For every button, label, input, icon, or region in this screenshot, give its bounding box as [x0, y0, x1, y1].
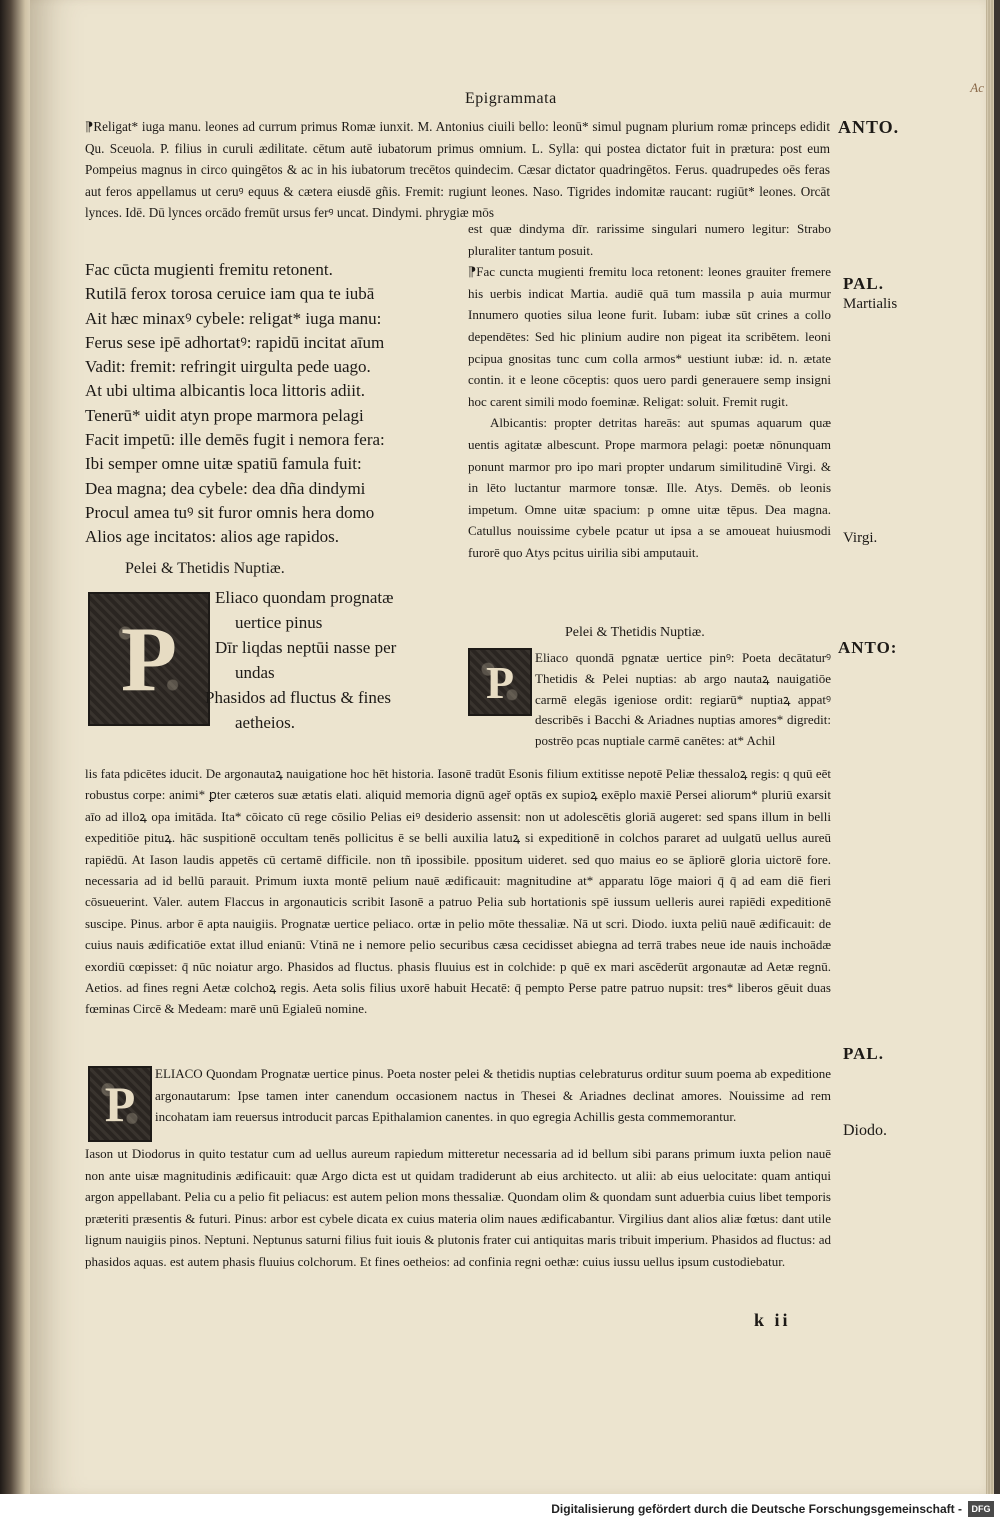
margin-note: Martialis [843, 296, 898, 312]
second-commentary-text: Iason ut Diodorus in quito testatur cum ad uellus aureum rapiedum mitteretur necessaria ad id bellum sibi parans primum iuxta pelion nauē non ante uisæ magnitudinis ædificauit: quæ Argo dicta est ut quidam tradiderunt ab eius architecto. ut alii: ab eius uelocitate: quam antiqui argon appellabant. Pelia cu a pelio fit peliacus: est autem pelion mons thessaliæ. Quondam olim & quondam sunt aduerbia cuius libet temporis præteriti præsentis & futuri. Pinus: arbor est cybele dicata ex cuius materia olim naues ædificabantur. Virgilius dant alios aliæ fœtus: dant utile lignum nauigiis pinos. Neptuni. Neptunus saturni filius fuit iouis & plutonis frater cui antiquitas maris tribuit imperium. Phasidos ad fluctus: ad phasidos aquas. est autem phasis fluuius colchorum. Et fines oetheios: ad confinia regni oethæ: cuius iussu uellus ipsum custodiebatur. [85, 1146, 831, 1269]
verse-block [85, 258, 460, 550]
verse-line: Tenerū* uidit atyn prope marmora pelagi [85, 405, 364, 425]
verse-line: Rutilā ferox torosa ceruice iam qua te iubā [85, 284, 375, 304]
commentary-body: lis fata pdicētes iducit. De argonautaꝝ nauigatione hoc hēt historia. Iasonē tradūt Esonis filium extitisse nepotē Peliæ thessaloꝝ regis: q quū eēt robustus corpe: animi* ꝑter cæteros suæ ætatis elati. aliquid memoria dignū ageř optās ex supioꝝ exēplo maxiē Persei aliorum* pluriū exarsit aīo ad illoꝝ opa imitāda. Ita* cōicato cū rege cōsilio Pelias eiꝰ desiderio assensit: non ut adolescētis gloriā augeret: sed spans illum in belli expeditiōe pituꝝ. hāc suspitionē occultam tenēs pollicitus ē se belli auxilia latuꝝ si expeditionē in colchos pararet ad uulgatū uellus aureū rapiēdū. At Iason laudis appetēs cū certamē difficile. non tñ ipossibile. ppositum uideret. sed quo maius eo se āpliorē gloria uictorē fore. necessaria ad id bellū parauit. Primum iuxta montē pelium nauē ædificauit: magnitudine at* apparatu lōge maiori q̄ q̄ ad eam diē fieri cōsueuerint. Valer. autem Flaccus in argonauticis scribit Iasonē a patruo Pelia sub hortationis spē iussum uelleris aurei rapiēdi expeditionē suscipe. Pinus. arbor ē apta nauigiis. Prognatæ uertice peliaco. ortæ in pelio mōte thessaliæ. Nā ut scri. Diodo. iuxta peliū nauē ædificauit: de cuius nauis ædificatiōe extat illud enianū: Vtinā ne i nemore pelio securibus cæsa cecidisset abiegna ad terrā trabes neue ide nauis inchoādæ exordiū cœpisset: q̄ nūc noiatur argo. Phasidos ad fluctus. phasis fluuius est in colchide: p quē ex mari ascēderūt argonautæ ad Aetæ regnū. Aetios. ad fines regni Aetæ colchoꝝ regis. Aeta solis filius uxorē habuit Hecatē: q̄ pempto Perse patre patruo nupsit: tres* liberos gēuit duas fœminas Circē & Medeam: marē unū Egialeū nomine. [85, 766, 831, 1017]
poem-line: uertice pinus [235, 613, 323, 632]
woodcut-initial-small: P [468, 648, 532, 716]
commentary-paragraph: est quæ dindyma dīr. rarissime singulari numero legitur: Strabo pluraliter tantum posuit. [468, 221, 831, 258]
second-commentary-bottom [85, 1143, 831, 1315]
poem-line: Dīr liqdas neptūi nasse per [215, 638, 397, 657]
facing-page-edge [4, 60, 32, 1460]
commentary-title: Pelei & Thetidis Nuptiæ. [565, 625, 705, 640]
verse-line: Alios age incitatos: alios age rapidos. [85, 527, 339, 547]
verse-line: At ubi ultima albicantis loca littoris adiit. [85, 381, 365, 401]
commentary-intro [535, 648, 831, 749]
verse-line: Ait hæc minaxꝰ cybele: religat* iuga manu: [85, 308, 382, 328]
top-commentary: ⁋Religat* iuga manu. leones ad currum primus Romæ iunxit. M. Antonius ciuili bello: leonū* simul pugnam plurium romæ princeps edidit Qu. Sceuola. P. filius in curuli ædilitate. cētum autē iubatorum primus omnium. L. Sylla: qui postea dictator fuit in prætura: post eum Pompeius magnus in circo quingētos & ac in his iubatorum trecētos quindecim. Cæsar dictator quadringētos. Ferus. quadrupedes oēs feras aut feros appellamus ut ceruꝰ equus & cætera eiusdē gñis. Fremit: rugiunt leones. Naso. Tigrides indomitæ raucant: rugiūt* leones. Orcāt lynces. Idē. Dū lynces orcādo fremūt ursus ferꝰ uncat. Dindymi. phrygiæ mōs [85, 119, 830, 220]
folio-mark: Ac [970, 80, 984, 95]
poem-opening [205, 585, 460, 735]
margin-note: PAL. [843, 274, 884, 293]
running-header: Epigrammata [465, 90, 557, 107]
dfg-logo-icon: DFG [968, 1501, 994, 1517]
right-commentary-column [468, 218, 831, 564]
verse-line: Fac cūcta mugienti fremitu retonent. [85, 260, 333, 279]
footer-credit: Digitalisierung gefördert durch die Deutsche Forschungsgemeinschaft - [551, 1502, 962, 1516]
margin-note: PAL. [843, 1044, 884, 1063]
verse-line: Procul amea tuꝰ sit furor omnis hera domo [85, 502, 375, 522]
poem-line: undas [235, 663, 275, 682]
main-commentary [85, 763, 831, 1063]
poem-line: Eliaco quondam prognatæ [215, 588, 394, 607]
verse-line: Facit impetū: ille demēs fugit i nemora fera: [85, 430, 385, 450]
verse-line: Vadit: fremit: refringit uirgulta pede uago. [85, 357, 371, 377]
page-edge [986, 0, 994, 1494]
verse-line: Dea magna; dea cybele: dea dña dindymi [85, 478, 366, 498]
second-commentary-top [155, 1063, 831, 1149]
verse-line: Ferus sese ipē adhortatꝰ: rapidū incitat aīum [85, 332, 385, 352]
margin-note: Virgi. [843, 530, 878, 546]
verse-line: Ibi semper omne uitæ spatiū famula fuit: [85, 454, 362, 474]
poem-title: Pelei & Thetidis Nuptiæ. [125, 560, 285, 577]
commentary-intro-text: Eliaco quondā pgnatæ uertice pinꝰ: Poeta decātaturꝰ Thetidis & Pelei nuptias: ab argo nautaꝝ nauigatiōe carmē elegās igeniose ordit: regiarū* nuptiaꝝ appatꝰ describēs i Bacchi & Ariadnes nuptias amores* digredit: postrēo pcas nuptiale carmē canētes: at* Achil [535, 650, 831, 749]
margin-note: Diodo. [843, 1122, 887, 1139]
margin-note: ANTO: [838, 638, 898, 657]
poem-line: Phasidos ad fluctus & fines [205, 688, 392, 707]
commentary-paragraph: Albicantis: propter detritas hareās: aut spumas aquarum quæ uentis agitatæ albescunt. Prope marmora pelagi: poetæ nōnunquam ponunt marmor pro ipo mari propter undarum similitudinē Virgi. & in lēto luctantur marmore tonsæ. Ille. Atys. Demēs. ob leonis impetum. Omne uitæ spacium: p omne uitæ tēpus. Dea magna. Catullus nouissime cybele pcatur ut ipsa a se amoueat huiusmodi furorē quo Atys pcitus uirilia sibi amputauit. [468, 415, 831, 560]
digitization-footer [0, 1494, 1000, 1525]
woodcut-initial: P [88, 592, 210, 726]
margin-note: ANTO. [838, 117, 900, 137]
signature-mark: k ii [754, 1310, 791, 1330]
second-commentary-text: ELIACO Quondam Prognatæ uertice pinus. Poeta noster pelei & thetidis nuptias celebraturus orditur suum poema ab expeditione argonautarum: Ipse tamen inter canendum occasionem nactus in Thesei & Ariadnes declinat amores. Nouissime ad rem incohatam iam reuersus introducit parcas Epithalamion canentes. in quo egregia Achillis gesta commemorantur. [155, 1066, 831, 1125]
commentary-paragraph: ⁋Fac cuncta mugienti fremitu loca retonent: leones grauiter fremere his uerbis indicat Martia. audiē quā tum massila p auia murmur Innumero quoties silua leone furit. Iubam: iubæ sūt crines a collo dependētes: Sed hic plinium audire non pigeat ita scribētem. leoni pcipua gnositas tunc cum colla armos* uestiunt iubæ: id. n. ætate contin. it e leone cōceptis: quos uero pardi generauere semp insigni hoc carent simili modo foeminæ. Religat: soluit. Fremit rugit. [468, 264, 831, 409]
woodcut-initial-third: P [88, 1066, 152, 1142]
poem-line: aetheios. [235, 713, 295, 732]
